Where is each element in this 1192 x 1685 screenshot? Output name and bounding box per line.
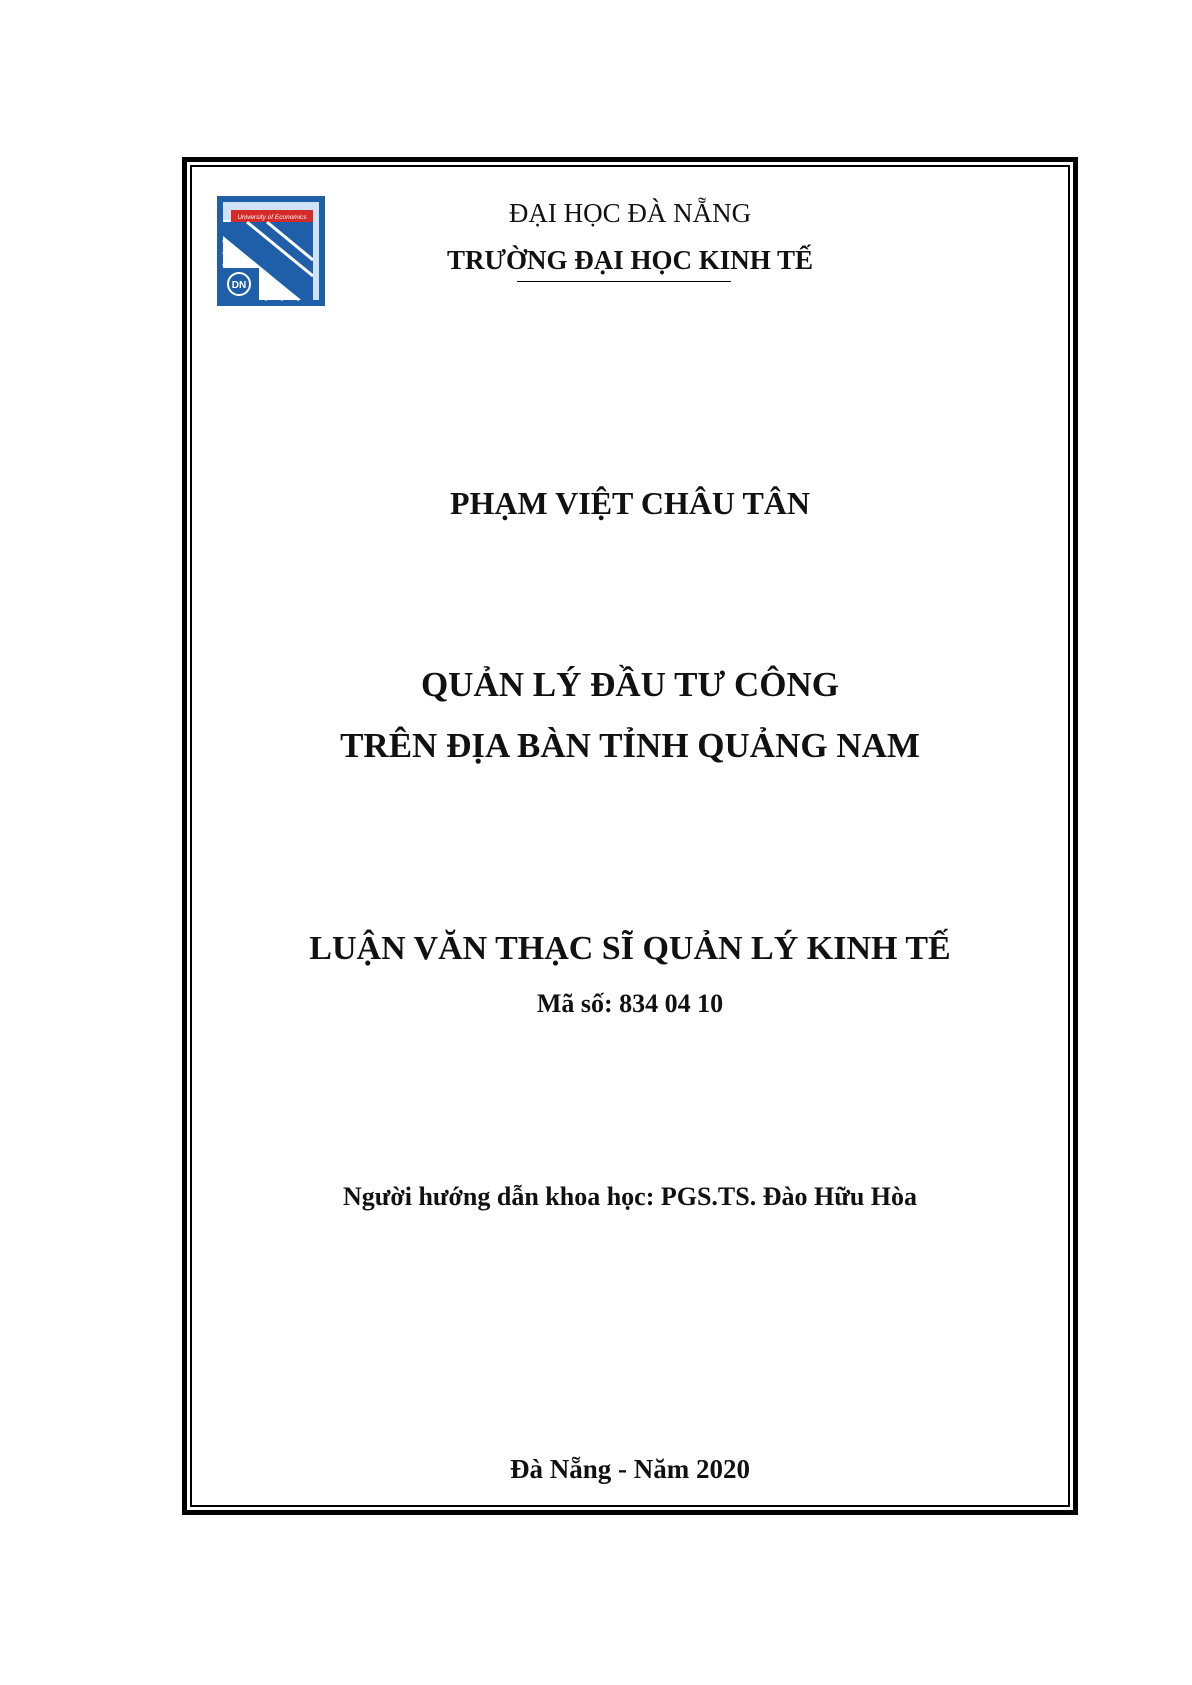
advisor-line: Người hướng dẫn khoa học: PGS.TS. Đào Hữu Hòa bbox=[342, 1182, 918, 1211]
degree-title: LUẬN VĂN THẠC SĨ QUẢN LÝ KINH TẾ bbox=[309, 930, 951, 967]
author-name: PHẠM VIỆT CHÂU TÂN bbox=[449, 485, 811, 521]
school-underline bbox=[517, 281, 731, 282]
logo-badge: DN bbox=[231, 280, 247, 291]
thesis-title-line-2: TRÊN ĐỊA BÀN TỈNH QUẢNG NAM bbox=[340, 726, 920, 765]
page-border-inner bbox=[190, 165, 1070, 1507]
thesis-title-line-1: QUẢN LÝ ĐẦU TƯ CÔNG bbox=[420, 665, 840, 704]
logo-text: University of Economics bbox=[237, 214, 307, 221]
place-and-year: Đà Nẵng - Năm 2020 bbox=[510, 1454, 750, 1484]
program-code: Mã số: 834 04 10 bbox=[536, 989, 724, 1018]
university-name: ĐẠI HỌC ĐÀ NẴNG bbox=[508, 198, 752, 228]
school-name: TRƯỜNG ĐẠI HỌC KINH TẾ bbox=[446, 245, 814, 275]
